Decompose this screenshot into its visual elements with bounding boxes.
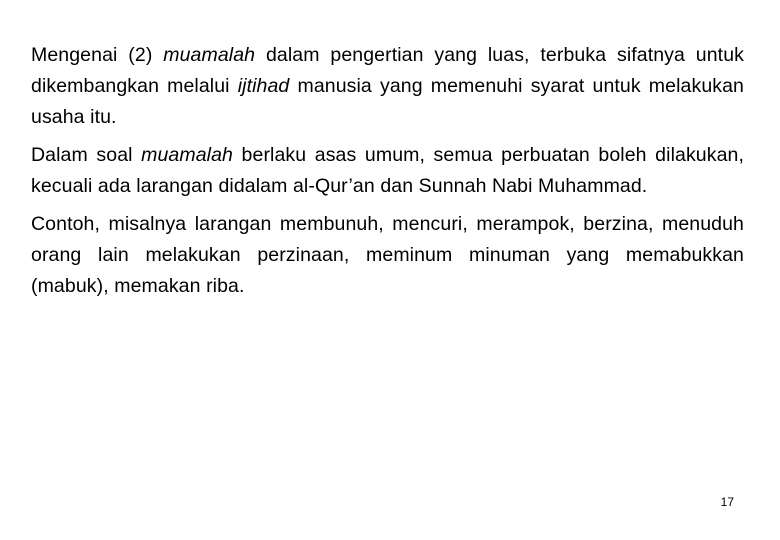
text-segment: Contoh, misalnya larangan membunuh, mencuri, merampok, berzina, menuduh orang lain melakukan perzinaan, meminum minuman yang memabukkan (mabuk), memakan riba. [31, 213, 744, 297]
italic-term-muamalah: muamalah [163, 44, 256, 66]
text-segment: Dalam soal [31, 144, 142, 166]
text-segment: Mengenai (2) [31, 44, 164, 66]
page-number: 17 [720, 495, 734, 509]
italic-term-ijtihad: ijtihad [237, 75, 290, 97]
paragraph-contoh-larangan [31, 209, 744, 302]
paragraph-muamalah-ijtihad [31, 40, 744, 133]
text-segment: manusia yang memenuhi syarat untuk melakukan usaha itu. [31, 75, 745, 128]
slide-body [31, 40, 744, 309]
text-segment: berlaku asas umum, semua perbuatan boleh dilakukan, kecuali ada larangan didalam al-Qur’an dan Sunnah Nabi Muhammad. [31, 144, 744, 197]
paragraph-asas-umum [31, 140, 744, 202]
text-segment: dalam pengertian yang luas, terbuka sifatnya untuk dikembangkan melalui [31, 44, 744, 97]
italic-term-muamalah: muamalah [141, 144, 233, 166]
